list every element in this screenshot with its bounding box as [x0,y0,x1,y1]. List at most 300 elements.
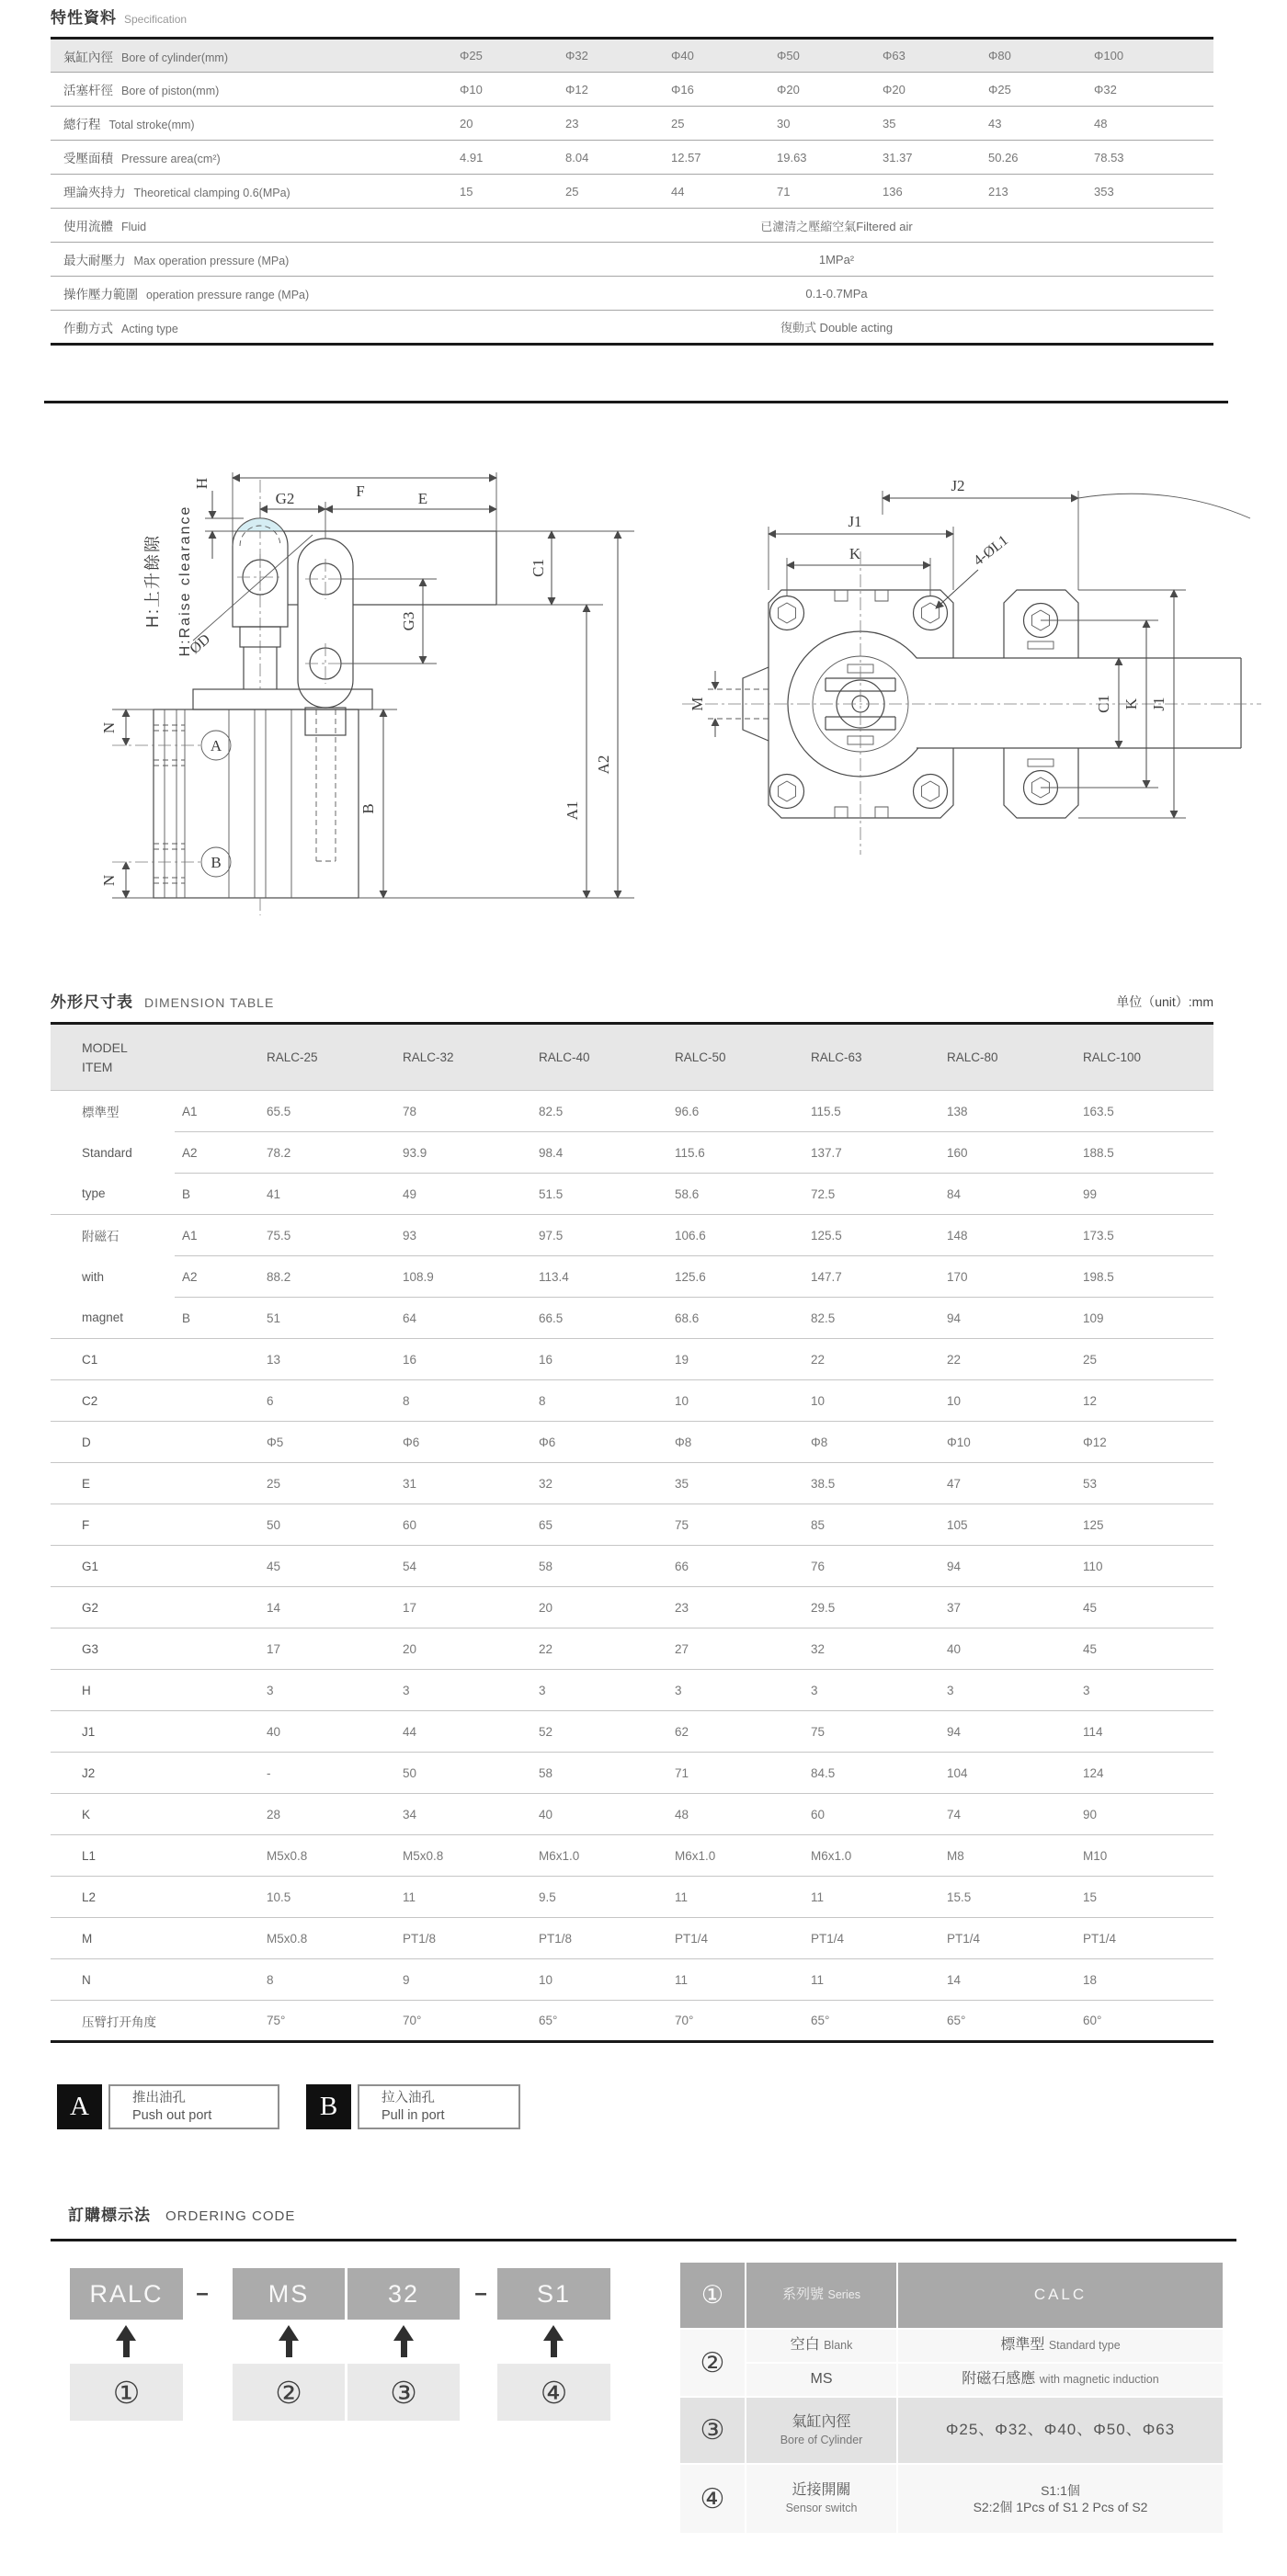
spec-cell: 19.63 [777,141,883,175]
dim-cell: Φ8 [666,1422,802,1463]
dim-cell: 3 [938,1670,1074,1711]
spec-cell: Φ10 [460,73,565,107]
dim-cell: 45 [1074,1587,1213,1628]
dim-cell: 12 [1074,1380,1213,1422]
dim-l1-label: 4-ØL1 [970,532,1012,570]
spec-cell: 12.57 [671,141,777,175]
dim-cell: 96.6 [666,1091,802,1132]
dim-cell: 82.5 [530,1091,666,1132]
dim-cell: 31 [393,1463,530,1504]
dim-group-row [51,1215,1213,1256]
dim-row [51,1794,1213,1835]
dim-cell: 20 [530,1587,666,1628]
dim-cell: 3 [530,1670,666,1711]
hex-bolt [770,596,804,630]
dim-cell: 14 [938,1959,1074,2001]
dim-cell: 66 [666,1546,802,1587]
dim-cell: 51.5 [530,1174,666,1215]
dimension-section-title [51,989,274,1012]
arrow-up-icon [543,2325,564,2341]
spec-row-label: 最大耐壓力 Max operation pressure (MPa) [51,243,460,277]
dim-j1-top-label: J1 [848,513,862,530]
order-row4-number: ④ [680,2465,745,2533]
spec-cell: Φ32 [1094,73,1213,107]
port-b-callout [201,847,231,877]
model-item-header: MODEL ITEM [82,1039,128,1074]
dim-cell: 58.6 [666,1174,802,1215]
spec-cell: 353 [1094,175,1213,209]
circle-number-3: ③ [347,2364,460,2421]
order-title-zh: 訂購標示法 [68,2207,151,2224]
dim-cell: M6x1.0 [666,1835,802,1877]
port-a-letter: A [210,737,222,755]
dim-cell: 65° [802,2001,938,2042]
dim-group-row [51,1298,1213,1339]
dim-cell: 93 [393,1215,530,1256]
dim-cell: with [82,1269,105,1284]
spec-cell: Φ12 [565,73,671,107]
dim-cell: 6 [257,1380,393,1422]
dim-cell: 50 [393,1753,530,1794]
dim-cell: 62 [666,1711,802,1753]
arrow-up-stem [123,2340,130,2357]
spec-row-label: 受壓面積 Pressure area(cm²) [51,141,460,175]
dim-cell: 15.5 [938,1877,1074,1918]
circle-number-2: ② [233,2364,345,2421]
spec-cell: Φ16 [671,73,777,107]
dim-cell: 170 [938,1256,1074,1298]
dim-row [51,1339,1213,1380]
dim-cell: 65.5 [257,1091,393,1132]
dim-h-label: H [193,477,211,490]
dim-cell: A2 [175,1256,257,1298]
spec-title-en: Specification [124,13,188,26]
dim-cell: C2 [51,1380,257,1422]
dim-row [51,1877,1213,1918]
dim-cell: 16 [393,1339,530,1380]
dim-cell: E [51,1463,257,1504]
spec-cell: Φ25 [988,73,1094,107]
port-a-label [108,2084,279,2129]
dim-cell: 78 [393,1091,530,1132]
raise-clearance-note-zh: H:上升餘隙 [143,534,162,628]
dim-cell: 41 [257,1174,393,1215]
dim-cell: PT1/4 [938,1918,1074,1959]
dim-cell: 109 [1074,1298,1213,1339]
dim-cell: M10 [1074,1835,1213,1877]
dim-cell: type [82,1186,106,1201]
spec-cell: 25 [671,107,777,141]
dim-cell: 66.5 [530,1298,666,1339]
dim-k-right-label: K [1122,698,1140,710]
dim-cell: G2 [51,1587,257,1628]
dim-cell: 60° [1074,2001,1213,2042]
dim-cell: 47 [938,1463,1074,1504]
dim-cell: 125.6 [666,1256,802,1298]
dim-cell: 108.9 [393,1256,530,1298]
dim-cell: 138 [938,1091,1074,1132]
spec-cell: 25 [565,175,671,209]
dim-row [51,1753,1213,1794]
order-header-number: ① [680,2263,745,2328]
spec-cell: Φ20 [883,73,988,107]
dim-cell: 40 [938,1628,1074,1670]
dim-cell: 98.4 [530,1132,666,1174]
col-header: RALC-50 [675,1050,726,1064]
dim-cell: F [51,1504,257,1546]
dim-cell: 65 [530,1504,666,1546]
dim-c1-label: C1 [530,559,547,577]
raise-clearance-highlight [237,518,284,531]
dim-cell: 58 [530,1546,666,1587]
order-row2b-value: 附磁石感應 with magnetic induction [898,2364,1223,2396]
dim-cell: 8 [257,1959,393,2001]
dim-cell: PT1/4 [1074,1918,1213,1959]
dim-cell: 53 [1074,1463,1213,1504]
dim-g3-label: G3 [400,611,417,631]
dim-row [51,1628,1213,1670]
dim-cell: G3 [51,1628,257,1670]
dim-cell: 64 [393,1298,530,1339]
spec-row [51,107,1213,141]
dim-cell: 75 [666,1504,802,1546]
spec-cell: 15 [460,175,565,209]
dim-cell: 9 [393,1959,530,2001]
order-row2b-label: MS [746,2364,896,2396]
arrow-up-stem [286,2340,292,2357]
dim-cell: 84 [938,1174,1074,1215]
dim-cell: 114 [1074,1711,1213,1753]
spec-row-label: 操作壓力範圍 operation pressure range (MPa) [51,277,460,311]
order-row2-number: ② [680,2330,745,2396]
dim-cell: 70° [666,2001,802,2042]
dim-cell: 28 [257,1794,393,1835]
dim-b-label: B [359,803,377,814]
dim-row [51,1711,1213,1753]
dim-cell: Φ8 [802,1422,938,1463]
spec-row [51,39,1213,73]
dim-cell: 75 [802,1711,938,1753]
spec-cell: 35 [883,107,988,141]
port-b-zh: 拉入油孔 [382,2090,435,2105]
spec-row-label: 作動方式 Acting type [51,311,460,345]
spec-cell: 50.26 [988,141,1094,175]
spec-cell: Φ80 [988,39,1094,73]
dim-row [51,1422,1213,1463]
dim-cell: 88.2 [257,1256,393,1298]
dim-cell: 34 [393,1794,530,1835]
dim-row [51,1959,1213,2001]
dim-cell: 8 [393,1380,530,1422]
dimension-table [51,1022,1213,2043]
dim-cell: J1 [51,1711,257,1753]
dim-cell: 125 [1074,1504,1213,1546]
dim-cell: 37 [938,1587,1074,1628]
dim-cell: A2 [175,1132,257,1174]
circle-number-1: ① [70,2364,183,2421]
dim-cell: 11 [666,1959,802,2001]
dim-cell: 71 [666,1753,802,1794]
dim-cell: C1 [51,1339,257,1380]
spec-row-label: 使用流體 Fluid [51,209,460,243]
dim-row [51,1835,1213,1877]
specification-table [51,37,1213,346]
dim-cell: 3 [393,1670,530,1711]
spec-cell: Φ25 [460,39,565,73]
order-row3-value: Φ25、Φ32、Φ40、Φ50、Φ63 [898,2398,1223,2463]
spec-cell: 30 [777,107,883,141]
spec-row [51,243,1213,277]
dim-cell: 85 [802,1504,938,1546]
dim-cell: 40 [257,1711,393,1753]
dim-cell: 75.5 [257,1215,393,1256]
order-row4-label: 近接開關 Sensor switch [746,2465,896,2533]
link-plate [298,539,353,735]
dim-cell: 147.7 [802,1256,938,1298]
spec-cell: Φ20 [777,73,883,107]
port-a-zh: 推出油孔 [132,2090,186,2105]
dim-cell: 19 [666,1339,802,1380]
col-header: RALC-40 [539,1050,590,1064]
dim-cell: Φ6 [393,1422,530,1463]
arrow-up-icon [393,2325,414,2341]
spec-title-zh: 特性資料 [51,9,117,27]
spec-row [51,73,1213,107]
dim-cell: 60 [393,1504,530,1546]
dim-cell: 76 [802,1546,938,1587]
cylinder-body [154,709,359,915]
dim-cell: M5x0.8 [257,1918,393,1959]
arrow-up-stem [551,2340,557,2357]
dim-cell: 25 [257,1463,393,1504]
dim-a1-label: A1 [564,800,581,821]
dim-group-row [51,1174,1213,1215]
dim-n-top-label: N [100,721,118,734]
dim-cell: 32 [802,1628,938,1670]
dim-cell: 35 [666,1463,802,1504]
port-b-label [358,2084,520,2129]
dim-k-top-label: K [849,545,861,562]
dim-row [51,2001,1213,2042]
dim-cell: 48 [666,1794,802,1835]
dim-cell: 38.5 [802,1463,938,1504]
dim-e-label: E [417,490,428,507]
dim-cell: 105 [938,1504,1074,1546]
spec-cell: 43 [988,107,1094,141]
dim-cell: 3 [1074,1670,1213,1711]
dim-cell: 94 [938,1711,1074,1753]
dim-cell: PT1/8 [530,1918,666,1959]
dim-subcol-header [175,1024,257,1091]
dim-cell: 压臂打开角度 [51,2001,257,2042]
dim-table-header-row [51,1024,1213,1091]
dim-cell: 160 [938,1132,1074,1174]
code-dash: – [474,2281,487,2306]
port-a-callout [201,731,231,760]
dim-c1-right-label: C1 [1095,695,1112,713]
spec-cell: Φ100 [1094,39,1213,73]
dim-cell: 90 [1074,1794,1213,1835]
section-divider [44,401,1228,403]
unit-label: 单位（unit）:mm [1116,994,1213,1009]
spec-merged-value: 復動式 Double acting [460,311,1213,345]
spec-cell: 78.53 [1094,141,1213,175]
dim-cell: 68.6 [666,1298,802,1339]
order-row3-number: ③ [680,2398,745,2463]
spec-cell: 31.37 [883,141,988,175]
dim-cell: 3 [802,1670,938,1711]
dim-cell: 標準型 [51,1091,175,1132]
dim-od-label: ØD [187,631,214,658]
dim-cell: PT1/4 [666,1918,802,1959]
dim-cell: 11 [666,1877,802,1918]
spec-cell: 20 [460,107,565,141]
dim-cell: Φ6 [530,1422,666,1463]
spec-merged-value: 已濾清之壓縮空氣Filtered air [460,209,1213,243]
spec-cell: 4.91 [460,141,565,175]
dim-cell: 16 [530,1339,666,1380]
spec-cell: 71 [777,175,883,209]
dim-cell: 15 [1074,1877,1213,1918]
dim-cell: 148 [938,1215,1074,1256]
dim-cell: 23 [666,1587,802,1628]
dim-cell: 20 [393,1628,530,1670]
dim-cell: M6x1.0 [802,1835,938,1877]
dim-cell: 11 [802,1877,938,1918]
spec-merged-value: 1MPa² [460,243,1213,277]
dim-cell: 70° [393,2001,530,2042]
order-row2a-value: 標準型 Standard type [898,2330,1223,2362]
spec-cell: Φ50 [777,39,883,73]
port-b-marker: B [306,2084,351,2129]
dim-cell: 124 [1074,1753,1213,1794]
dim-cell: 10.5 [257,1877,393,1918]
col-header: RALC-100 [1083,1050,1142,1064]
dim-cell: 104 [938,1753,1074,1794]
dim-cell: 163.5 [1074,1091,1213,1132]
dim-cell: 137.7 [802,1132,938,1174]
dim-cell: magnet [82,1311,124,1325]
dim-cell: B [175,1298,257,1339]
port-a-en: Push out port [132,2107,212,2123]
dim-cell: 198.5 [1074,1256,1213,1298]
dim-cell: 49 [393,1174,530,1215]
dim-cell: J2 [51,1753,257,1794]
dim-cell: 65° [938,2001,1074,2042]
dim-cell: 173.5 [1074,1215,1213,1256]
spec-row-label: 理論夾持力 Theoretical clamping 0.6(MPa) [51,175,460,209]
dim-n-bottom-label: N [100,874,118,887]
top-view-drawing [655,441,1272,942]
code-dash: – [196,2281,209,2306]
dim-cell: 11 [393,1877,530,1918]
ordering-section-title [68,2202,295,2225]
dim-cell: 22 [530,1628,666,1670]
spec-row [51,209,1213,243]
spec-row-label: 總行程 Total stroke(mm) [51,107,460,141]
dim-cell: 99 [1074,1174,1213,1215]
dim-cell: 3 [666,1670,802,1711]
dim-cell: 22 [938,1339,1074,1380]
dim-cell: 附磁石 [51,1215,175,1256]
code-segment-bore: 32 [347,2268,460,2320]
dim-cell: M6x1.0 [530,1835,666,1877]
dim-cell: L1 [51,1835,257,1877]
port-b-letter: B [211,854,222,871]
dim-cell: Φ5 [257,1422,393,1463]
dim-cell: 106.6 [666,1215,802,1256]
dim-cell: M5x0.8 [257,1835,393,1877]
dim-cell: 58 [530,1753,666,1794]
dim-cell: G1 [51,1546,257,1587]
hex-bolt [914,596,948,630]
dim-cell: 17 [257,1628,393,1670]
dim-cell: A1 [175,1091,257,1132]
spec-cell: Φ40 [671,39,777,73]
dim-cell: 27 [666,1628,802,1670]
col-header: RALC-80 [947,1050,998,1064]
dim-cell: 54 [393,1546,530,1587]
col-header: RALC-32 [403,1050,454,1064]
dim-cell: 82.5 [802,1298,938,1339]
dim-cell: 50 [257,1504,393,1546]
col-header: RALC-63 [811,1050,862,1064]
code-segment-magnet: MS [233,2268,345,2320]
dim-cell: 13 [257,1339,393,1380]
dim-cell: 65° [530,2001,666,2042]
dim-cell: 78.2 [257,1132,393,1174]
spec-cell: Φ32 [565,39,671,73]
dim-row [51,1504,1213,1546]
dim-row [51,1380,1213,1422]
spec-cell: 8.04 [565,141,671,175]
dim-cell: 188.5 [1074,1132,1213,1174]
dim-cell: 22 [802,1339,938,1380]
dim-cell: H [51,1670,257,1711]
dim-cell: 9.5 [530,1877,666,1918]
arrow-up-stem [401,2340,407,2357]
spec-cell: 48 [1094,107,1213,141]
clamp-arm-top-view [917,658,1241,748]
dim-row [51,1587,1213,1628]
dim-cell: 10 [530,1959,666,2001]
dim-group-row [51,1132,1213,1174]
dim-cell: 115.5 [802,1091,938,1132]
dim-j2-label: J2 [951,477,965,494]
spec-cell: 213 [988,175,1094,209]
raise-clearance-note-en: H:Raise clearance [177,505,193,657]
dim-cell: 18 [1074,1959,1213,2001]
ordering-code-table [680,2263,1223,2533]
dim-cell: 11 [802,1959,938,2001]
arrow-up-icon [279,2325,299,2341]
dim-cell: 44 [393,1711,530,1753]
dim-cell: 32 [530,1463,666,1504]
spec-row-label: 氣缸內徑 Bore of cylinder(mm) [51,39,460,73]
dim-a2-label: A2 [595,755,612,775]
dim-m-label: M [689,697,706,711]
dim-cell: - [257,1753,393,1794]
ordering-underline [51,2239,1236,2241]
dim-cell: 60 [802,1794,938,1835]
dim-cell: 17 [393,1587,530,1628]
port-a-marker: A [57,2084,102,2129]
spec-row [51,311,1213,345]
dim-cell: Φ12 [1074,1422,1213,1463]
dim-cell: 25 [1074,1339,1213,1380]
dim-cell: 29.5 [802,1587,938,1628]
dim-cell: 113.4 [530,1256,666,1298]
